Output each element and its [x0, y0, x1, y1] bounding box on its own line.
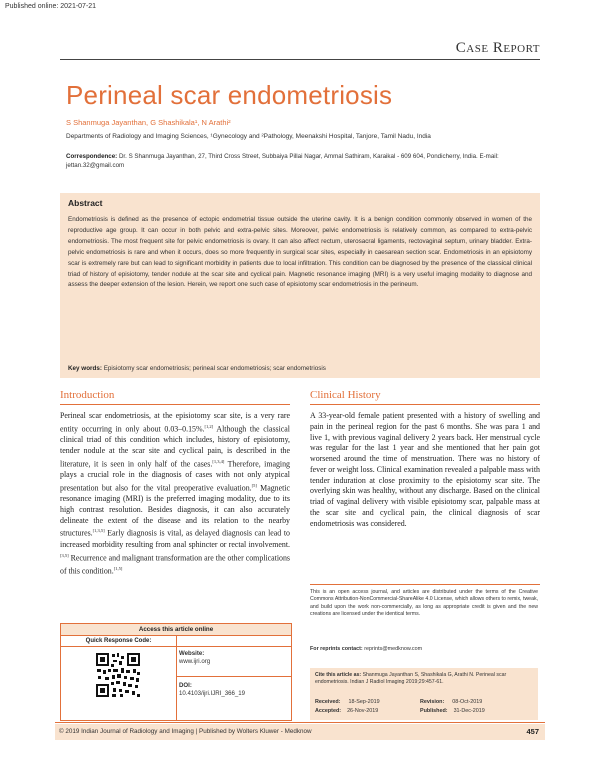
- received-label: Received:: [315, 699, 341, 705]
- reprints-email[interactable]: reprints@medknow.com: [362, 646, 423, 652]
- accepted-value: 26-Nov-2019: [347, 708, 379, 714]
- received-date: [315, 699, 380, 705]
- affiliation: Departments of Radiology and Imaging Sciences, ¹Gynecology and ²Pathology, Meenakshi Hospital, Tanjore, Tamil Nadu, India: [66, 133, 431, 140]
- access-inner-divider: [176, 676, 291, 677]
- intro-ref-6[interactable]: [1,5]: [113, 565, 123, 571]
- access-heading: Access this article online: [61, 624, 291, 635]
- intro-ref-2[interactable]: [1,3,4]: [212, 458, 225, 464]
- correspondence-label: Correspondence:: [66, 153, 118, 160]
- footer-copyright: © 2019 Indian Journal of Radiology and Imaging | Published by Wolters Kluwer - Medknow: [59, 728, 312, 735]
- abstract-heading: Abstract: [68, 198, 103, 208]
- header-rule: [60, 59, 540, 60]
- authors: S Shanmuga Jayanthan, G Shashikala¹, N Arathi²: [66, 118, 231, 127]
- correspondence-text: Dr. S Shanmuga Jayanthan, 27, Third Cross Street, Subbaiya Pillai Nagar, Ammal Sathiram, Karaikal - 609 604, Pondicherry, India. E-mail: jettan.32@gmail.com: [66, 153, 499, 169]
- revision-value: 08-Oct-2019: [452, 699, 483, 705]
- abstract-text: Endometriosis is defined as the presence of ectopic endometrial tissue outside the uterine cavity. It is a benign condition commonly observed in women of the reproductive age group. It can occur in both pelvic and extra-pelvic sites. Moreover, pelvic endometriosis is relatively common, as compared to extra-pelvic endometriosis. The most frequent site for pelvic endometriosis is ovary. It can also affect rectum, uterosacral ligaments, rectovaginal septum, urinary bladder. Extra-pelvic endometriosis is rare and when it occurs, does so more frequently in surgical scar sites, especially in caesarean section scar. Endometriosis in an episiotomy scar is extremely rare but can lead to significant morbidity in patients due to local infiltration. This condition can be diagnosed by the presence of the classical clinical triad of history of episiotomy, tender nodule at the scar site and cyclical pain. Magnetic resonance imaging (MRI) is a very useful imaging modality to diagnose and assess the deeper extension of the lesion. Herein, we report one such case of episiotomy scar endometriosis in the perineum.: [68, 216, 532, 289]
- intro-text-3: Therefore, imaging plays a crucial role in the diagnosis of cases with not only atypical presentation but also for the vital preoperative evaluation.: [60, 459, 290, 493]
- footer: [55, 724, 545, 740]
- qr-label: Quick Response Code:: [61, 635, 177, 647]
- license-rule: [310, 584, 540, 585]
- doi-link[interactable]: 10.4103/ijri.IJRI_366_19: [179, 690, 246, 697]
- intro-text-4: Magnetic resonance imaging (MRI) is the preferred imaging modality, due to its high contrast resolution. Besides diagnosis, it can also accurately delineate the extent of the disease and its relation to the nearby structures.: [60, 483, 290, 538]
- website-label: Website:: [179, 650, 205, 657]
- article-title: Perineal scar endometriosis: [66, 80, 393, 110]
- published-date: Published online: 2021-07-21: [5, 3, 97, 10]
- published-label: Published:: [420, 708, 448, 714]
- intro-ref-5[interactable]: [3,5]: [60, 552, 69, 558]
- intro-text-1: Perineal scar endometriosis, at the episiotomy scar site, is a very rare entity occurring in only about 0.03–0.15%.: [60, 411, 290, 434]
- clinical-history-heading: Clinical History: [310, 389, 381, 401]
- keywords: [68, 365, 326, 372]
- correspondence: [66, 152, 536, 170]
- doi-label: DOI:: [179, 682, 192, 689]
- reprints-label: For reprints contact:: [310, 646, 363, 652]
- citation-text: [315, 672, 533, 687]
- citation-label: Cite this article as:: [315, 672, 362, 678]
- received-value: 18-Sep-2019: [348, 699, 380, 705]
- website-link[interactable]: www.ijri.org: [179, 658, 211, 665]
- intro-ref-4[interactable]: [1,3,5]: [92, 528, 105, 534]
- footer-rule: [55, 722, 545, 723]
- revision-date: [420, 699, 482, 705]
- intro-text-2: Although the classical clinical triad of this condition which includes, history of episiotomy, tender nodule at the scar site and cyclical pain, is described in the literature, it is seen in only half of the cases.: [60, 424, 290, 469]
- doi-block: [179, 682, 245, 698]
- reprints: [310, 646, 422, 652]
- revision-label: Revision:: [420, 699, 445, 705]
- citation-box: [310, 668, 538, 720]
- abstract-box: [60, 193, 540, 378]
- intro-ref-1[interactable]: [1,2]: [204, 423, 214, 429]
- intro-text-6: Recurrence and malignant transformation are the other complications of this condition.: [60, 553, 290, 576]
- intro-ref-3[interactable]: [5]: [251, 482, 257, 488]
- qr-label-spacer: [176, 635, 291, 647]
- intro-text-5: Early diagnosis is vital, as delayed diagnosis can lead to increased morbidity resulting from anal sphincter or rectal involvement.: [60, 529, 290, 549]
- article-type: Case Report: [455, 40, 540, 56]
- clinical-history-rule: [310, 404, 540, 405]
- keywords-label: Key words:: [68, 365, 102, 372]
- page-number: 457: [526, 727, 539, 736]
- citation-body: Shanmuga Jayanthan S, Shashikala G, Arathi N. Perineal scar endometriosis. Indian J Radiol Imaging 2019;29:457-61.: [315, 672, 507, 686]
- introduction-rule: [60, 404, 290, 405]
- published-value: 31-Dec-2019: [453, 708, 485, 714]
- accepted-date: [315, 708, 378, 714]
- license-text: This is an open access journal, and articles are distributed under the terms of the Creative Commons Attribution-NonCommercial-ShareAlike 4.0 License, which allows others to remix, tweak, and build upon the work non-commercially, as long as appropriate credit is given and the new creations are licensed under the identical terms.: [310, 589, 538, 618]
- qr-code-icon[interactable]: [95, 652, 141, 698]
- access-box: [60, 623, 292, 721]
- accepted-label: Accepted:: [315, 708, 342, 714]
- published-date-box: [420, 708, 485, 714]
- website-block: [179, 650, 210, 666]
- access-divider: [176, 645, 177, 720]
- introduction-text: [60, 411, 290, 577]
- introduction-heading: Introduction: [60, 389, 115, 401]
- keywords-text: Episiotomy scar endometriosis; perineal scar endometriosis; scar endometriosis: [101, 365, 326, 372]
- clinical-history-text: A 33-year-old female patient presented with a history of swelling and pain in the perineal region for the past 6 months. She was para 1 and live 1, with previous vaginal delivery 2 years back. Her menstrual cycle was regular for the last 1 year and she mentioned that her pain got worsened around the time of menstruation. There was no history of fever or weight loss. Clinical examination revealed a palpable mass with tender induration at close proximity to the episiotomy scar site. The overlying skin was healthy, without any discharge. Based on the clinical triad of vaginal delivery with visible episiotomy scar, palpable mass at the scar site and cyclical pain, the clinical diagnosis of scar endometriosis was considered.: [310, 411, 540, 528]
